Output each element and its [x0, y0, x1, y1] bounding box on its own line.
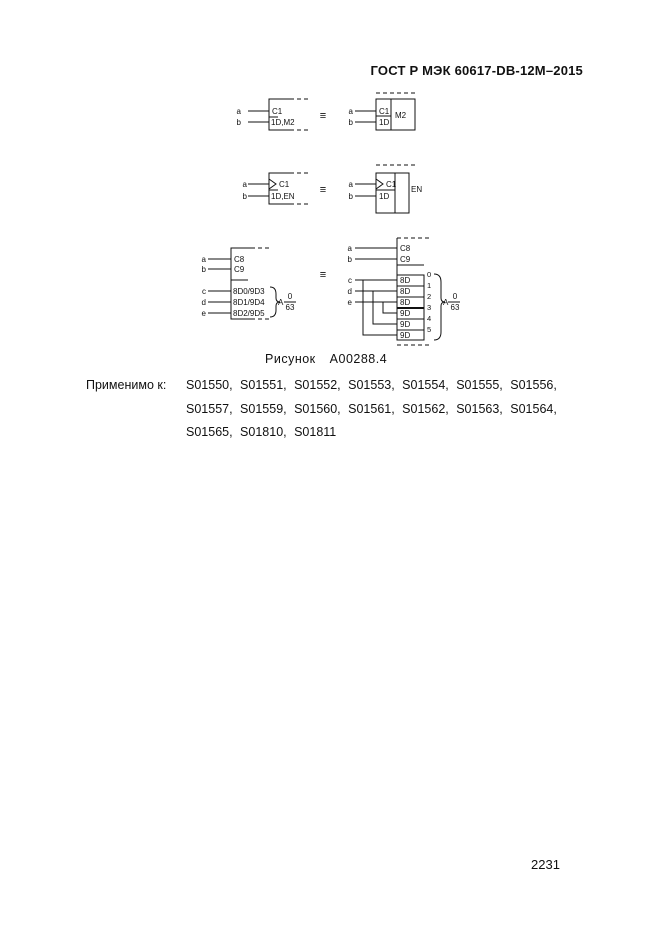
d2-left-input-b: b	[242, 192, 247, 201]
d3-left-clock-c8: C8	[234, 255, 245, 264]
d3-right-address-letter: A	[443, 298, 449, 307]
applies-label: Применимо к:	[86, 378, 167, 392]
d3-left-input-c: c	[202, 287, 206, 296]
d3-right-input-c: c	[348, 276, 352, 285]
d3-left-clock-c9: C9	[234, 265, 245, 274]
d2-right-line-2: 1D	[379, 192, 390, 201]
d2-right-input-a: a	[348, 180, 353, 189]
d3-right-input-a: a	[347, 244, 352, 253]
d2-right-input-b: b	[348, 192, 353, 201]
d1-right-line-2: 1D	[379, 118, 390, 127]
caption-number: A00288.4	[329, 352, 388, 366]
d3-right-clock-c8: C8	[400, 244, 411, 253]
d3-right-address-bottom: 63	[450, 303, 460, 312]
d3-right-cell-0: 8D	[400, 276, 411, 285]
applies-codes: S01550, S01551, S01552, S01553, S01554, S01555, S01556, S01557, S01559, S01560, S01561, S01562, S01563, S01564, S01565, S01810, S01811	[186, 378, 557, 439]
d3-left-data-1: 8D0/9D3	[233, 287, 265, 296]
d3-right-cell-5: 9D	[400, 331, 411, 340]
d3-right-bit-0: 0	[427, 270, 432, 279]
d3-left-address-top: 0	[287, 292, 293, 301]
d1-left-line-2: 1D,M2	[271, 118, 295, 127]
d1-left-input-b: b	[236, 118, 241, 127]
d3-left-data-3: 8D2/9D5	[233, 309, 265, 318]
equiv-sign-1: ≡	[319, 110, 327, 122]
page-number: 2231	[531, 857, 560, 872]
d3-left-input-b: b	[201, 265, 206, 274]
d3-right-input-b: b	[347, 255, 352, 264]
d3-right-bit-4: 4	[427, 314, 432, 323]
d1-left-input-a: a	[236, 107, 241, 116]
d2-right-line-1: C1	[386, 180, 397, 189]
d1-left-line-1: C1	[272, 107, 283, 116]
d3-right-bit-3: 3	[427, 303, 432, 312]
d3-right-bit-2: 2	[427, 292, 432, 301]
d3-right-input-e: e	[347, 298, 352, 307]
d3-right-bit-5: 5	[427, 325, 432, 334]
d3-right-input-d: d	[347, 287, 352, 296]
d2-right-side-label: EN	[411, 185, 423, 194]
figure-caption	[265, 352, 401, 366]
d3-right-bit-1: 1	[427, 281, 432, 290]
caption-word: Рисунок	[265, 352, 316, 366]
d3-left-address-bottom: 63	[285, 303, 295, 312]
d3-right-address-top: 0	[452, 292, 458, 301]
equiv-sign-3: ≡	[319, 269, 327, 281]
d3-left-data-2: 8D1/9D4	[233, 298, 265, 307]
d3-right-cell-2: 8D	[400, 298, 411, 307]
diagram-2-right	[355, 165, 415, 213]
d1-right-line-1: C1	[379, 107, 390, 116]
d3-left-input-a: a	[201, 255, 206, 264]
d2-left-input-a: a	[242, 180, 247, 189]
d1-right-input-b: b	[348, 118, 353, 127]
d3-left-input-d: d	[201, 298, 206, 307]
d3-left-input-e: e	[201, 309, 206, 318]
d1-right-input-a: a	[348, 107, 353, 116]
logic-symbols-figure	[0, 0, 661, 360]
d3-left-address-letter: A	[278, 298, 284, 307]
d3-right-cell-4: 9D	[400, 320, 411, 329]
d3-right-cell-3: 9D	[400, 309, 411, 318]
document-header: ГОСТ Р МЭК 60617-DB-12M–2015	[370, 63, 583, 78]
equiv-sign-2: ≡	[319, 184, 327, 196]
d3-right-cell-1: 8D	[400, 287, 411, 296]
d3-right-clock-c9: C9	[400, 255, 411, 264]
d2-left-line-2: 1D,EN	[271, 192, 295, 201]
d2-left-line-1: C1	[279, 180, 290, 189]
d1-right-side-label: M2	[395, 111, 407, 120]
